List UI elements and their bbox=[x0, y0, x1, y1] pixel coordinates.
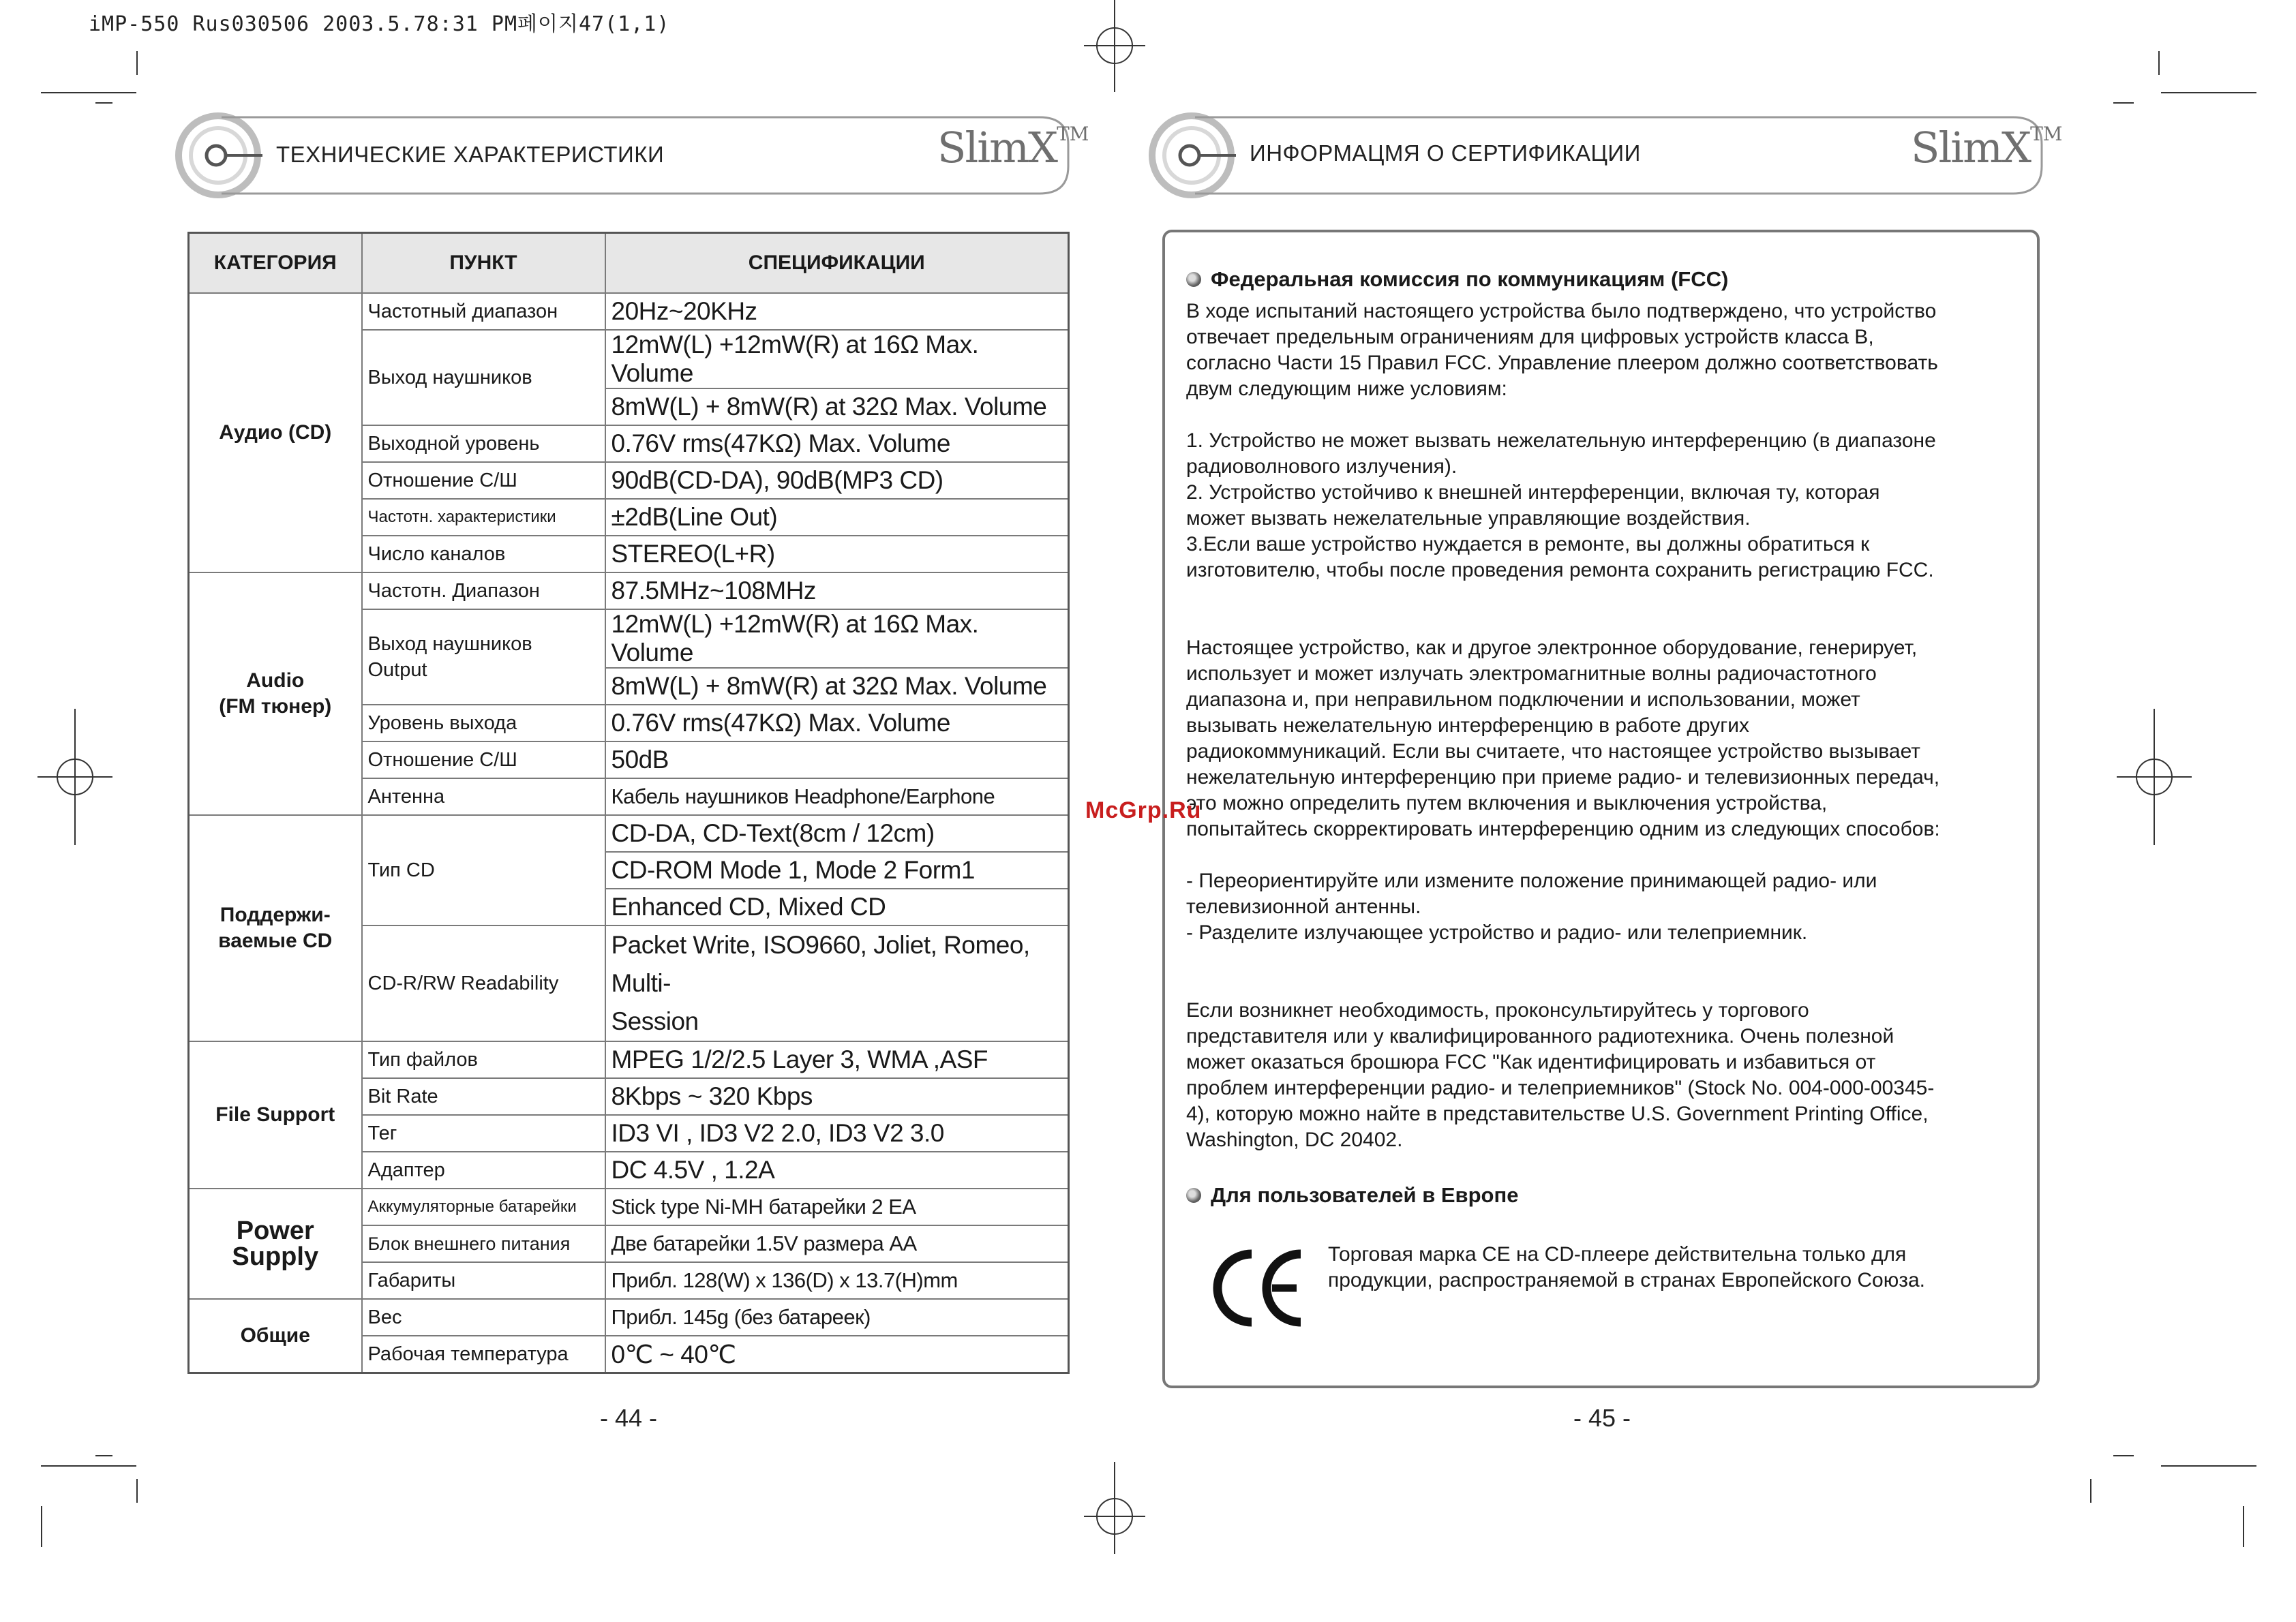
text-line: 4), которую можно найте в представительстве U.S. Government Printing Office, bbox=[1186, 1103, 1929, 1125]
text-line: изготовителю, чтобы после проведения ремонта сохранить регистрацию FCC. bbox=[1186, 559, 1934, 581]
item-cell: Рабочая температура bbox=[362, 1336, 605, 1373]
spec-cell: 8mW(L) + 8mW(R) at 32Ω Max. Volume bbox=[605, 668, 1069, 705]
ce-mark-icon bbox=[1207, 1247, 1309, 1329]
item-cell: Отношение С/Ш bbox=[362, 741, 605, 778]
methods-list bbox=[1186, 868, 1877, 946]
spec-cell: Две батарейки 1.5V размера AA bbox=[605, 1225, 1069, 1262]
category-cell: Общие bbox=[189, 1299, 362, 1373]
spec-cell: 20Hz~20KHz bbox=[605, 293, 1069, 330]
spec-cell: Прибл. 128(W) x 136(D) x 13.7(H)mm bbox=[605, 1262, 1069, 1299]
right-page-title: ИНФОРМАЦМЯ О СЕРТИФИКАЦИИ bbox=[1250, 140, 1641, 166]
text-line: 2. Устройство устойчиво к внешней интерференции, включая ту, которая bbox=[1186, 481, 1880, 504]
item-cell bbox=[362, 609, 605, 705]
left-section-header bbox=[174, 109, 1089, 232]
spec-line: Session bbox=[611, 1007, 699, 1035]
table-row bbox=[189, 1299, 1069, 1336]
spec-cell: Stick type Ni-MH батарейки 2 EA bbox=[605, 1189, 1069, 1225]
column-header: КАТЕГОРИЯ bbox=[189, 233, 362, 294]
item-cell: Аккумуляторные батарейки bbox=[362, 1189, 605, 1225]
text-line: использует и может излучать электромагнитные волны радиочастотного bbox=[1186, 662, 1877, 685]
category-line: Поддержи- bbox=[220, 904, 331, 926]
spec-cell: STEREO(L+R) bbox=[605, 536, 1069, 572]
spec-cell: CD-ROM Mode 1, Mode 2 Form1 bbox=[605, 852, 1069, 889]
item-cell: Вес bbox=[362, 1299, 605, 1336]
item-cell: Bit Rate bbox=[362, 1078, 605, 1115]
item-line: Output bbox=[367, 659, 427, 681]
item-cell: Частотный диапазон bbox=[362, 293, 605, 330]
spec-cell: 90dB(CD-DA), 90dB(MP3 CD) bbox=[605, 462, 1069, 499]
spec-cell: 8mW(L) + 8mW(R) at 32Ω Max. Volume bbox=[605, 388, 1069, 425]
text-line: 1. Устройство не может вызвать нежелательную интерференцию (в диапазоне bbox=[1186, 429, 1936, 452]
ce-text bbox=[1328, 1242, 1925, 1294]
spec-cell: 12mW(L) +12mW(R) at 16Ω Max. Volume bbox=[605, 609, 1069, 668]
interference-paragraph bbox=[1186, 635, 1940, 842]
item-cell: Габариты bbox=[362, 1262, 605, 1299]
item-cell: Частотн. характеристики bbox=[362, 499, 605, 536]
category-line: Audio bbox=[246, 669, 305, 692]
europe-heading: Для пользователей в Европе bbox=[1186, 1183, 1518, 1208]
spec-cell: 50dB bbox=[605, 741, 1069, 778]
category-line: (FM тюнер) bbox=[219, 695, 332, 718]
spec-cell: ±2dB(Line Out) bbox=[605, 499, 1069, 536]
text-line: может вызвать нежелательные управляющие воздействия. bbox=[1186, 507, 1751, 530]
item-cell: Тип CD bbox=[362, 815, 605, 925]
spec-cell: 12mW(L) +12mW(R) at 16Ω Max. Volume bbox=[605, 330, 1069, 388]
category-line: ваемые CD bbox=[218, 930, 333, 952]
spec-cell: Кабель наушников Headphone/Earphone bbox=[605, 778, 1069, 815]
table-row bbox=[189, 1189, 1069, 1225]
table-row bbox=[189, 572, 1069, 609]
spec-cell: MPEG 1/2/2.5 Layer 3, WMA ,ASF bbox=[605, 1041, 1069, 1078]
item-line: Выход наушников bbox=[367, 633, 532, 655]
text-line: Если возникнет необходимость, проконсультируйтесь у торгового bbox=[1186, 999, 1809, 1022]
spec-cell: 0.76V rms(47KΩ) Max. Volume bbox=[605, 705, 1069, 741]
brand-logo: SlimX™ bbox=[1911, 123, 2063, 172]
fcc-paragraph bbox=[1186, 299, 1938, 402]
text-line: диапазона и, при неправильном подключении и использовании, может bbox=[1186, 688, 1860, 711]
text-line: проблем интерференции радио- и телеприемников" (Stock No. 004-000-00345- bbox=[1186, 1077, 1935, 1099]
watermark: McGrp.Ru bbox=[1085, 797, 1202, 823]
item-cell: CD-R/RW Readability bbox=[362, 925, 605, 1041]
table-row bbox=[189, 1041, 1069, 1078]
category-cell: File Support bbox=[189, 1041, 362, 1189]
text-line: это можно определить путем включения и выключения устройства, bbox=[1186, 792, 1828, 814]
spec-cell: Прибл. 145g (без батареек) bbox=[605, 1299, 1069, 1336]
bullet-icon bbox=[1186, 272, 1201, 287]
table-row bbox=[189, 293, 1069, 330]
item-cell: Блок внешнего питания bbox=[362, 1225, 605, 1262]
brand-logo: SlimX™ bbox=[937, 123, 1089, 172]
text-line: Washington, DC 20402. bbox=[1186, 1129, 1403, 1151]
spec-cell: DC 4.5V , 1.2A bbox=[605, 1152, 1069, 1189]
registration-mark-bottom bbox=[1084, 1462, 1145, 1557]
column-header: ПУНКТ bbox=[362, 233, 605, 294]
category-cell bbox=[189, 815, 362, 1041]
bullet-icon bbox=[1186, 1188, 1201, 1203]
right-section-header bbox=[1147, 109, 2063, 232]
item-cell: Уровень выхода bbox=[362, 705, 605, 741]
item-cell: Антенна bbox=[362, 778, 605, 815]
item-cell: Тег bbox=[362, 1115, 605, 1152]
category-cell: Power Supply bbox=[189, 1189, 362, 1299]
spec-cell: Enhanced CD, Mixed CD bbox=[605, 889, 1069, 925]
item-cell: Отношение С/Ш bbox=[362, 462, 605, 499]
spec-cell: 8Kbps ~ 320 Kbps bbox=[605, 1078, 1069, 1115]
text-line: двум следующим ниже условиям: bbox=[1186, 378, 1507, 400]
item-cell: Выход наушников bbox=[362, 330, 605, 425]
text-line: нежелательную интерференцию при приеме радио- и телевизионных передач, bbox=[1186, 766, 1940, 789]
spec-cell bbox=[605, 925, 1069, 1041]
text-line: радиоволнового излучения). bbox=[1186, 455, 1457, 478]
table-header-row bbox=[189, 233, 1069, 294]
item-cell: Адаптер bbox=[362, 1152, 605, 1189]
spec-cell: 0.76V rms(47KΩ) Max. Volume bbox=[605, 425, 1069, 462]
item-cell: Тип файлов bbox=[362, 1041, 605, 1078]
spec-table bbox=[187, 232, 1070, 1374]
text-line: Торговая марка CE на CD-плеере действительна только для bbox=[1328, 1243, 1907, 1266]
page-number-left: - 44 - bbox=[600, 1404, 658, 1432]
fcc-heading: Федеральная комиссия по коммуникациям (FCC) bbox=[1186, 267, 1728, 292]
text-line: - Разделите излучающее устройство и радио- или телеприемник. bbox=[1186, 921, 1808, 944]
page-number-right: - 45 - bbox=[1573, 1404, 1631, 1432]
text-line: может оказаться брошюра FCC "Как идентифицировать и избавиться от bbox=[1186, 1051, 1876, 1073]
spec-cell: 87.5MHz~108MHz bbox=[605, 572, 1069, 609]
consult-paragraph bbox=[1186, 998, 1934, 1153]
column-header: СПЕЦИФИКАЦИИ bbox=[605, 233, 1069, 294]
text-line: - Переориентируйте или измените положение принимающей радио- или bbox=[1186, 870, 1877, 892]
registration-mark-top bbox=[1084, 0, 1145, 95]
category-cell: Аудио (CD) bbox=[189, 293, 362, 572]
registration-mark-right bbox=[2117, 709, 2192, 845]
item-cell: Частотн. Диапазон bbox=[362, 572, 605, 609]
spec-cell: CD-DA, CD-Text(8cm / 12cm) bbox=[605, 815, 1069, 852]
category-cell bbox=[189, 572, 362, 815]
text-line: В ходе испытаний настоящего устройства было подтверждено, что устройство bbox=[1186, 300, 1937, 322]
spec-cell: ID3 VI , ID3 V2 2.0, ID3 V2 3.0 bbox=[605, 1115, 1069, 1152]
text-line: согласно Части 15 Правил FCC. Управление плеером должно соответствовать bbox=[1186, 352, 1938, 374]
registration-mark-left bbox=[37, 709, 112, 845]
text-line: 3.Если ваше устройство нуждается в ремонте, вы должны обратиться к bbox=[1186, 533, 1870, 555]
text-line: радиокоммуникаций. Если вы считаете, что настоящее устройство вызывает bbox=[1186, 740, 1921, 763]
conditions-list bbox=[1186, 428, 1936, 583]
text-line: представителя или у квалифицированного радиотехника. Очень полезной bbox=[1186, 1025, 1894, 1047]
spec-cell: 0℃ ~ 40℃ bbox=[605, 1336, 1069, 1373]
text-line: продукции, распространяемой в странах Европейского Союза. bbox=[1328, 1269, 1925, 1291]
text-line: Настоящее устройство, как и другое электронное оборудование, генерирует, bbox=[1186, 637, 1918, 659]
text-line: телевизионной антенны. bbox=[1186, 896, 1421, 918]
text-line: вызывать нежелательную интерференцию в работе других bbox=[1186, 714, 1749, 737]
text-line: попытайтесь скорректировать интерференцию одним из следующих способов: bbox=[1186, 818, 1940, 840]
item-cell: Выходной уровень bbox=[362, 425, 605, 462]
spec-line: Packet Write, ISO9660, Joliet, Romeo, Multi- bbox=[611, 931, 1030, 997]
print-header: iMP-550 Rus030506 2003.5.78:31 PM페이지47(1,1) bbox=[89, 12, 670, 36]
text-line: отвечает предельным ограничениям для цифровых устройств класса B, bbox=[1186, 326, 1874, 348]
table-row bbox=[189, 815, 1069, 852]
left-page-title: ТЕХНИЧЕСКИЕ ХАРАКТЕРИСТИКИ bbox=[276, 142, 665, 167]
item-cell: Число каналов bbox=[362, 536, 605, 572]
